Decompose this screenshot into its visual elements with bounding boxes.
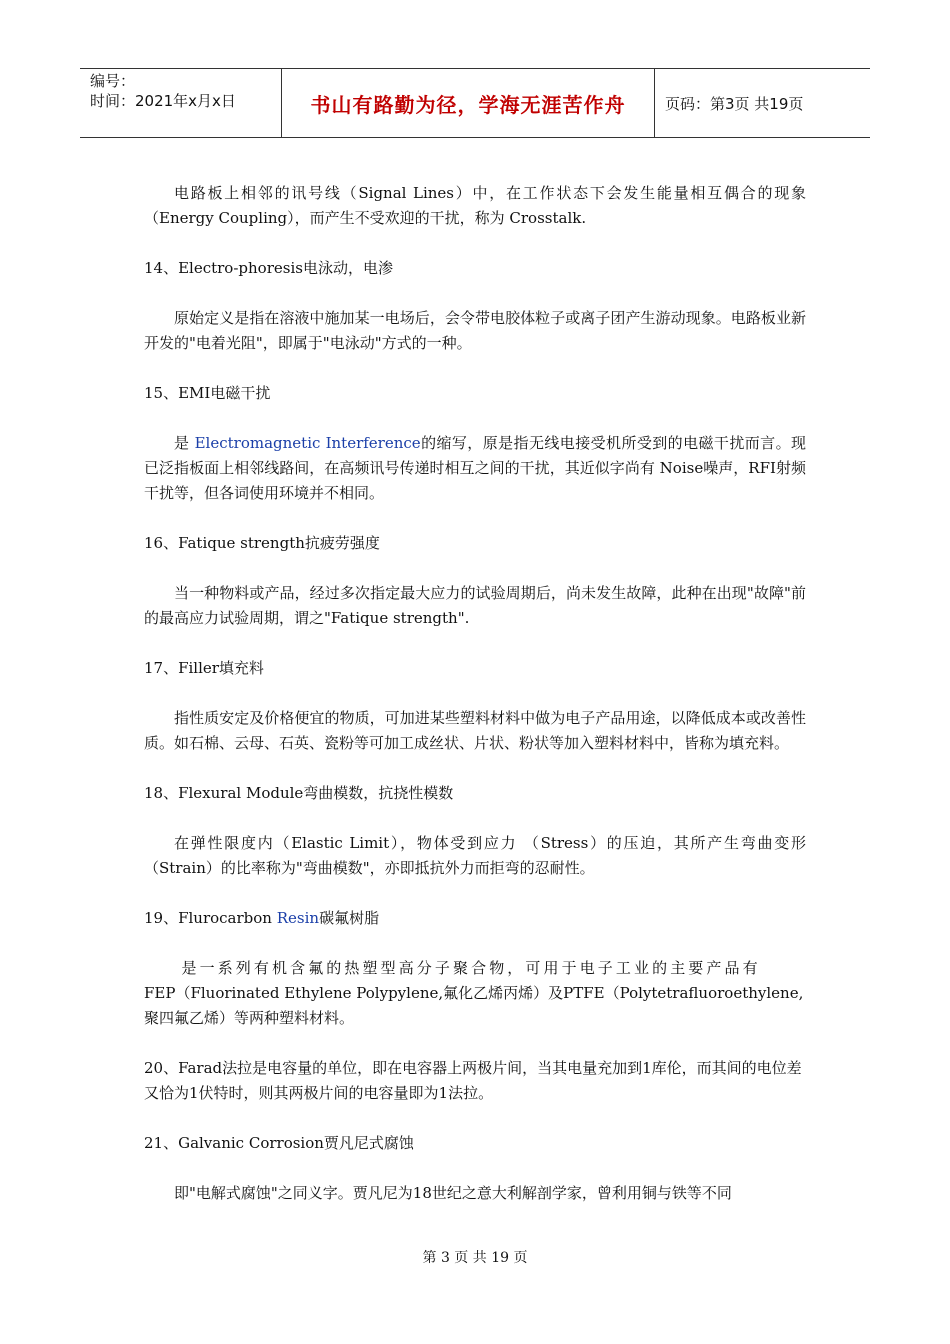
paragraph-19-line1: 是一系列有机含氟的热塑型高分子聚合物，可用于电子工业的主要产品有 [181,959,761,977]
page-info-text: 页码：第3页 共19页 [665,94,804,113]
heading-15: 15、EMI电磁干扰 [144,384,271,402]
header-meta [80,69,282,137]
emi-link[interactable]: Electromagnetic Interference [194,434,421,452]
paragraph-20: 20、Farad法拉是电容量的单位，即在电容器上两极片间，当其电量充加到1库伦，而其间的电位差又恰为1伏特时，则其两极片间的电容量即为1法拉。 [144,1059,802,1102]
heading-21: 21、Galvanic Corrosion贾凡尼式腐蚀 [144,1134,414,1152]
heading-19-rest: 碳氟树脂 [319,909,380,927]
heading-18: 18、Flexural Module弯曲模数，抗挠性模数 [144,784,454,802]
paragraph-17: 指性质安定及价格便宜的物质，可加进某些塑料材料中做为电子产品用途，以降低成本或改善性质。如石棉、云母、石英、瓷粉等可加工成丝状、片状、粉状等加入塑料材料中，皆称为填充料。 [144,709,806,752]
document-body [144,181,806,1206]
paragraph-19-rest: FEP（Fluorinated Ethylene Polypylene,氟化乙烯丙烯）及PTFE（Polytetrafluoroethylene,聚四氟乙烯）等两种塑料材料。 [144,984,804,1027]
paragraph-15-lead: 是 [174,434,195,452]
paragraph-21: 即"电解式腐蚀"之同义字。贾凡尼为18世纪之意大利解剖学家，曾利用铜与铁等不同 [174,1184,732,1202]
resin-link[interactable]: Resin [276,909,320,927]
page-footer: 第 3 页 共 19 页 [422,1250,528,1266]
paragraph-14: 原始定义是指在溶液中施加某一电场后，会令带电胶体粒子或离子团产生游动现象。电路板业新开发的"电着光阻"，即属于"电泳动"方式的一种。 [144,309,806,352]
heading-19-lead: 19、Flurocarbon [144,909,277,927]
paragraph-crosstalk: 电路板上相邻的讯号线（Signal Lines）中，在工作状态下会发生能量相互偶合的现象（Energy Coupling），而产生不受欢迎的干扰，称为 Crosstalk. [144,184,806,227]
number-label: 编号： [90,72,136,90]
time-label: 时间：2021年x月x日 [90,92,236,110]
page-header [80,68,870,138]
heading-14: 14、Electro-phoresis电泳动，电渗 [144,259,393,277]
header-motto-cell [282,69,655,137]
paragraph-16: 当一种物料或产品，经过多次指定最大应力的试验周期后，尚未发生故障，此种在出现"故障"前的最高应力试验周期，谓之"Fatique strength". [144,584,806,627]
paragraph-18: 在弹性限度内（Elastic Limit），物体受到应力 （Stress）的压迫，其所产生弯曲变形（Strain）的比率称为"弯曲模数"，亦即抵抗外力而拒弯的忍耐性。 [144,834,806,877]
header-motto: 书山有路勤为径，学海无涯苦作舟 [310,92,626,117]
heading-19 [144,906,806,931]
heading-17: 17、Filler填充料 [144,659,264,677]
header-page-info [655,69,870,137]
heading-16: 16、Fatique strength抗疲劳强度 [144,534,380,552]
paragraph-15-rest: 的缩写，原是指无线电接受机所受到的电磁干扰而言。现已泛指板面上相邻线路间，在高频讯号传递时相互之间的干扰，其近似字尚有 Noise噪声，RFI射频干扰等，但各词使用环境并不相同。 [144,434,806,502]
paragraph-15 [144,431,806,506]
